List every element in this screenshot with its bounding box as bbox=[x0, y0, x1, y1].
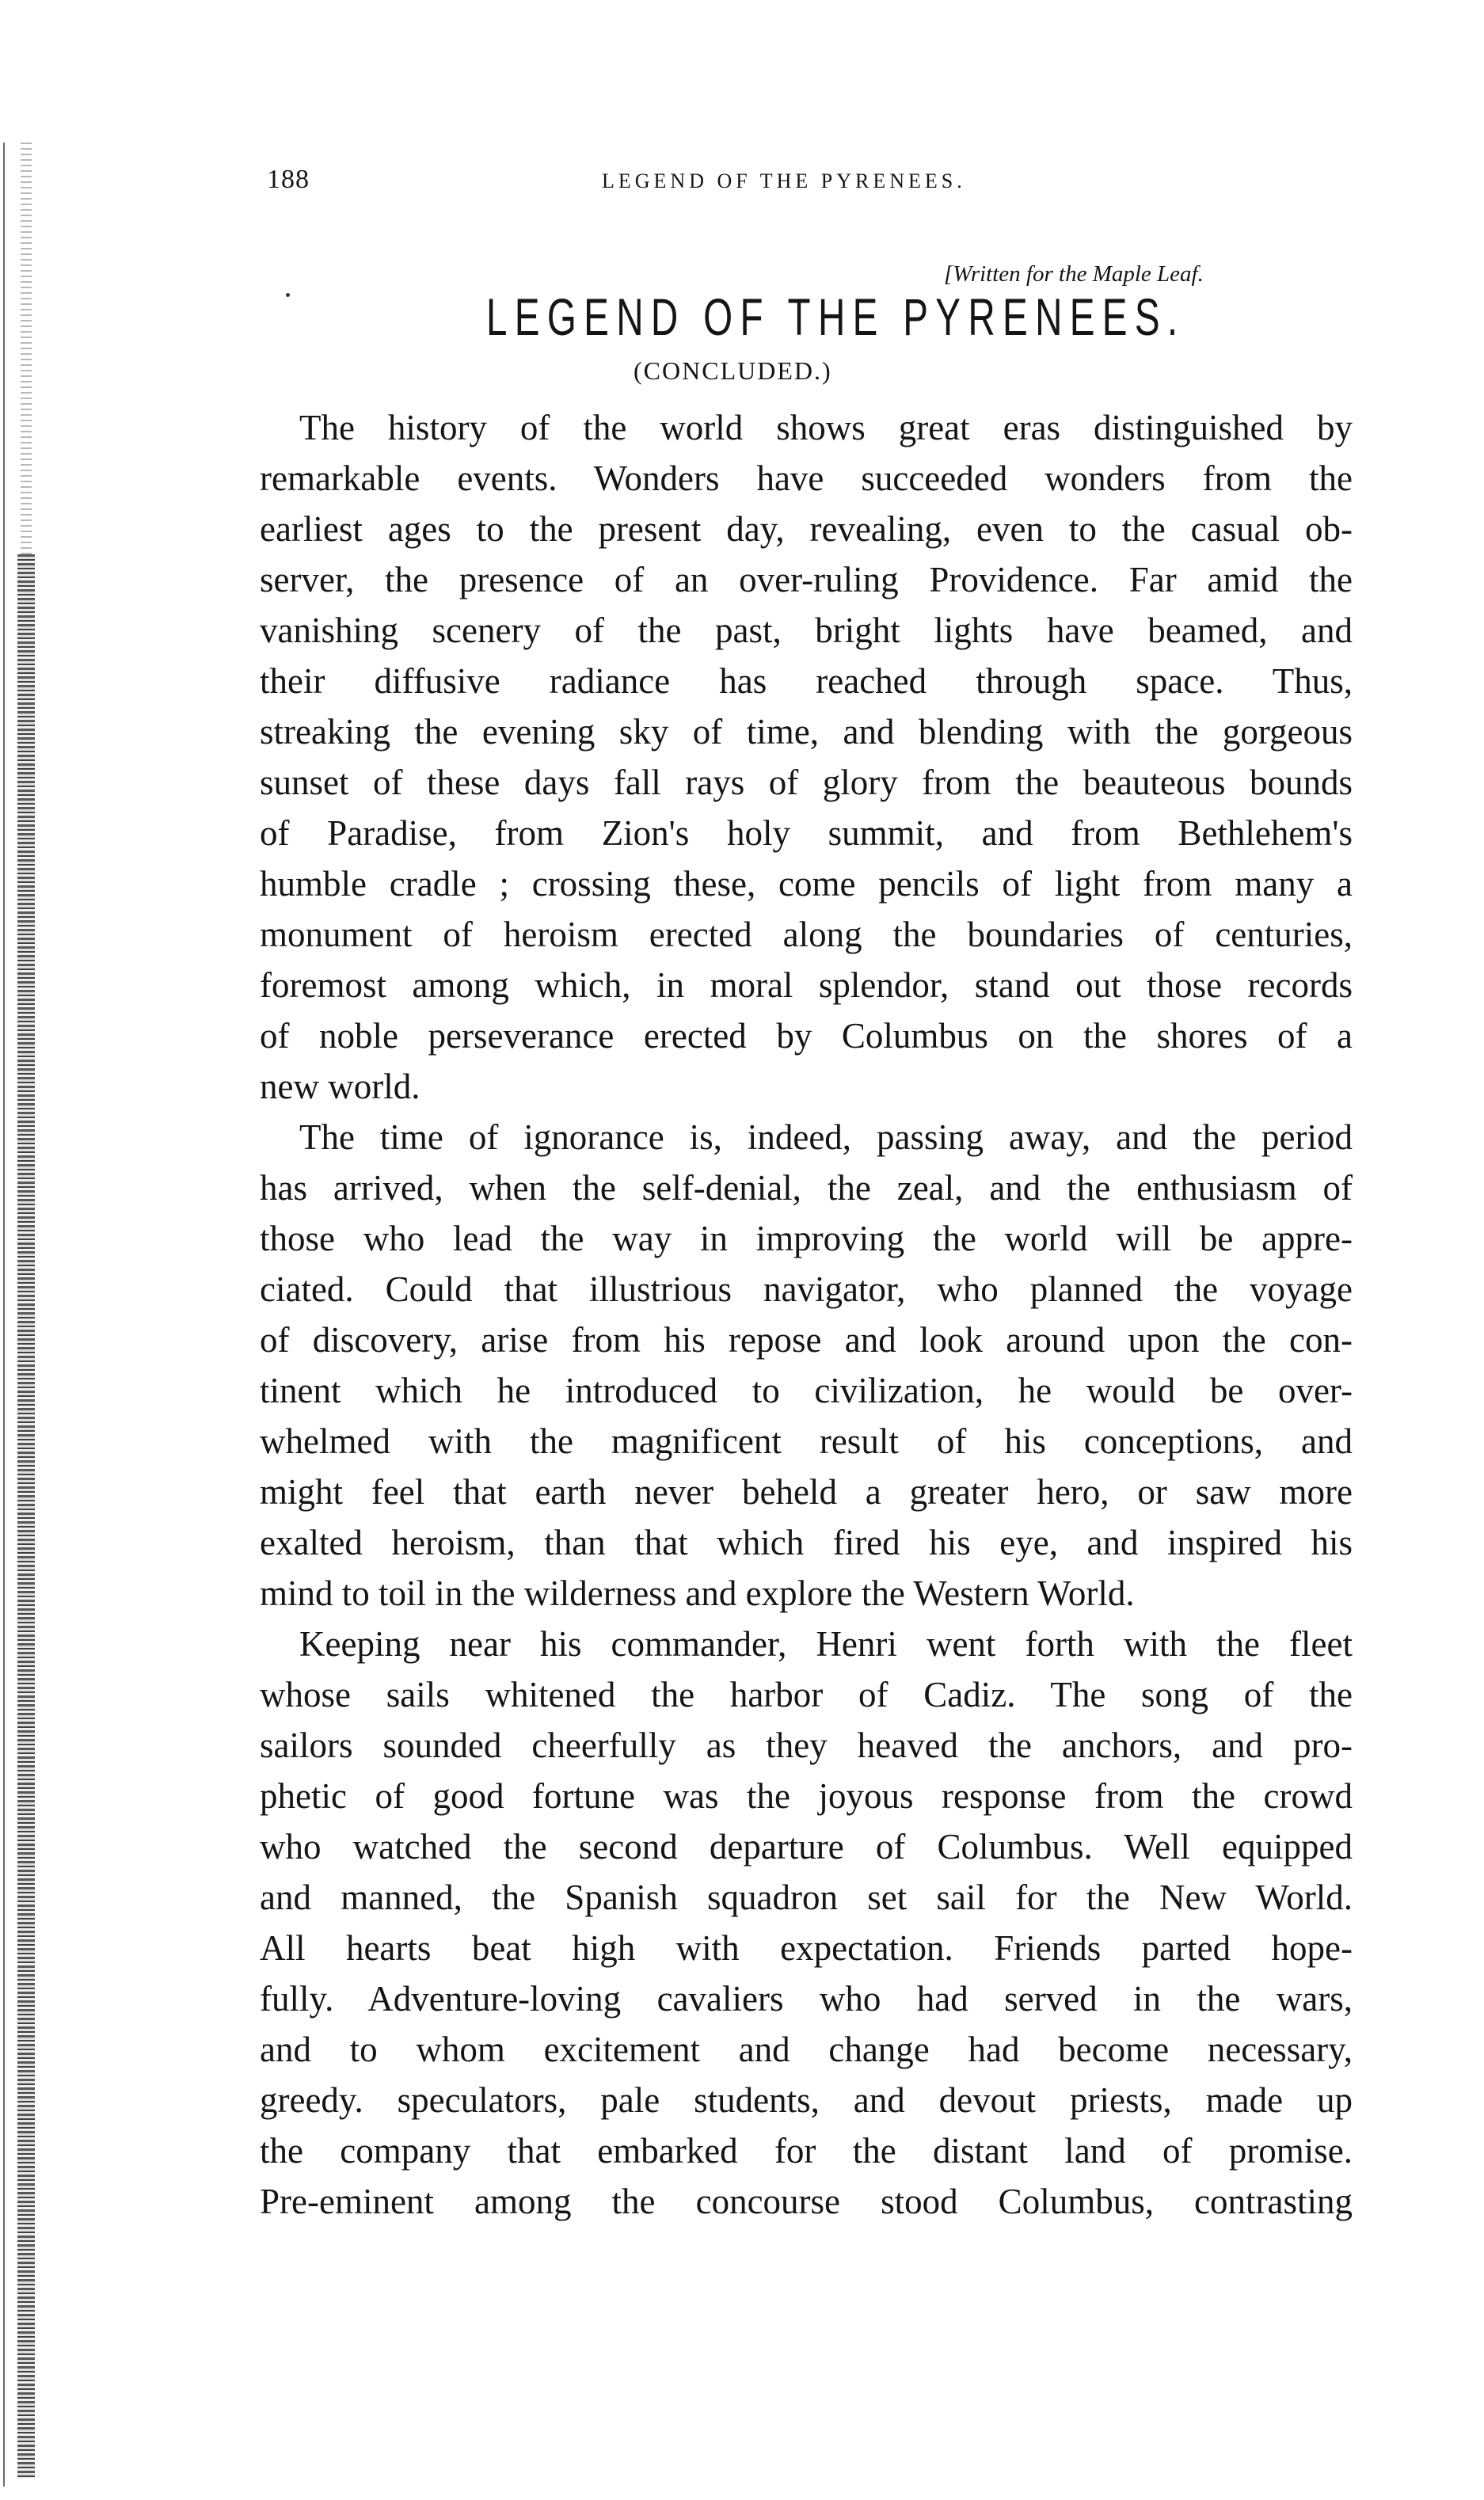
publication-credit: [Written for the Maple Leaf. bbox=[944, 261, 1204, 287]
text-line: earliest ages to the present day, revealing, even to the casual ob- bbox=[260, 509, 1353, 549]
text-line: Pre-eminent among the concourse stood Columbus, contrasting bbox=[260, 2182, 1353, 2221]
text-line: sailors sounded cheerfully as they heaved the anchors, and pro- bbox=[260, 1726, 1353, 1765]
text-line: foremost among which, in moral splendor, stand out those records bbox=[260, 965, 1353, 1005]
article-body bbox=[260, 402, 1353, 2227]
paragraph-1 bbox=[260, 402, 1353, 1112]
running-head: LEGEND OF THE PYRENEES. bbox=[602, 169, 966, 192]
text-line: monument of heroism erected along the boundaries of centuries, bbox=[260, 915, 1353, 954]
text-line: of Paradise, from Zion's holy summit, and from Bethlehem's bbox=[260, 813, 1353, 853]
paragraph-2 bbox=[260, 1112, 1353, 1619]
ink-speck bbox=[286, 293, 290, 297]
text-line: exalted heroism, than that which fired his eye, and inspired his bbox=[260, 1523, 1353, 1562]
text-line: Keeping near his commander, Henri went forth with the fleet bbox=[299, 1624, 1353, 1664]
article-subtitle: (CONCLUDED.) bbox=[634, 356, 832, 385]
text-line: and manned, the Spanish squadron set sail for the New World. bbox=[260, 1878, 1353, 1917]
text-line: ciated. Could that illustrious navigator, who planned the voyage bbox=[260, 1269, 1353, 1309]
text-line: humble cradle ; crossing these, come pencils of light from many a bbox=[260, 864, 1353, 904]
text-line: the company that embarked for the distant land of promise. bbox=[260, 2131, 1353, 2171]
text-line: All hearts beat high with expectation. Friends parted hope- bbox=[260, 1928, 1353, 1968]
page-number: 188 bbox=[267, 165, 310, 194]
text-line: fully. Adventure-loving cavaliers who had served in the wars, bbox=[260, 1979, 1353, 2019]
text-line: phetic of good fortune was the joyous response from the crowd bbox=[260, 1776, 1353, 1816]
text-line: mind to toil in the wilderness and explore the Western World. bbox=[260, 1573, 1135, 1613]
text-line: of discovery, arise from his repose and look around upon the con- bbox=[260, 1320, 1353, 1360]
text-line: whelmed with the magnificent result of his conceptions, and bbox=[260, 1421, 1353, 1461]
binding-stitching-upper bbox=[21, 143, 32, 554]
text-line: sunset of these days fall rays of glory from the beauteous bounds bbox=[260, 763, 1353, 802]
page-edge-line bbox=[3, 143, 5, 2487]
text-line: their diffusive radiance has reached through space. Thus, bbox=[260, 661, 1353, 701]
text-line: remarkable events. Wonders have succeeded wonders from the bbox=[260, 459, 1353, 498]
book-spine-edge bbox=[0, 0, 55, 2500]
text-line: new world. bbox=[260, 1067, 420, 1106]
text-line: vanishing scenery of the past, bright lights have beamed, and bbox=[260, 611, 1353, 650]
text-line: streaking the evening sky of time, and blending with the gorgeous bbox=[260, 712, 1353, 752]
text-line: and to whom excitement and change had become necessary, bbox=[260, 2030, 1353, 2069]
text-line: greedy. speculators, pale students, and devout priests, made up bbox=[260, 2080, 1353, 2120]
article-title: LEGEND OF THE PYRENEES. bbox=[486, 287, 1185, 346]
binding-stitching-lower bbox=[17, 554, 35, 2479]
text-line: who watched the second departure of Columbus. Well equipped bbox=[260, 1827, 1353, 1866]
text-line: The history of the world shows great eras distinguished by bbox=[299, 408, 1353, 447]
text-line: of noble perseverance erected by Columbus on the shores of a bbox=[260, 1016, 1353, 1056]
paragraph-3 bbox=[260, 1619, 1353, 2227]
text-line: might feel that earth never beheld a greater hero, or saw more bbox=[260, 1472, 1353, 1512]
text-line: server, the presence of an over-ruling Providence. Far amid the bbox=[260, 560, 1353, 599]
text-line: those who lead the way in improving the world will be appre- bbox=[260, 1219, 1353, 1258]
text-line: whose sails whitened the harbor of Cadiz. The song of the bbox=[260, 1675, 1353, 1714]
text-line: tinent which he introduced to civilization, he would be over- bbox=[260, 1371, 1353, 1410]
text-line: The time of ignorance is, indeed, passing away, and the period bbox=[299, 1117, 1353, 1157]
text-line: has arrived, when the self-denial, the zeal, and the enthusiasm of bbox=[260, 1168, 1353, 1208]
